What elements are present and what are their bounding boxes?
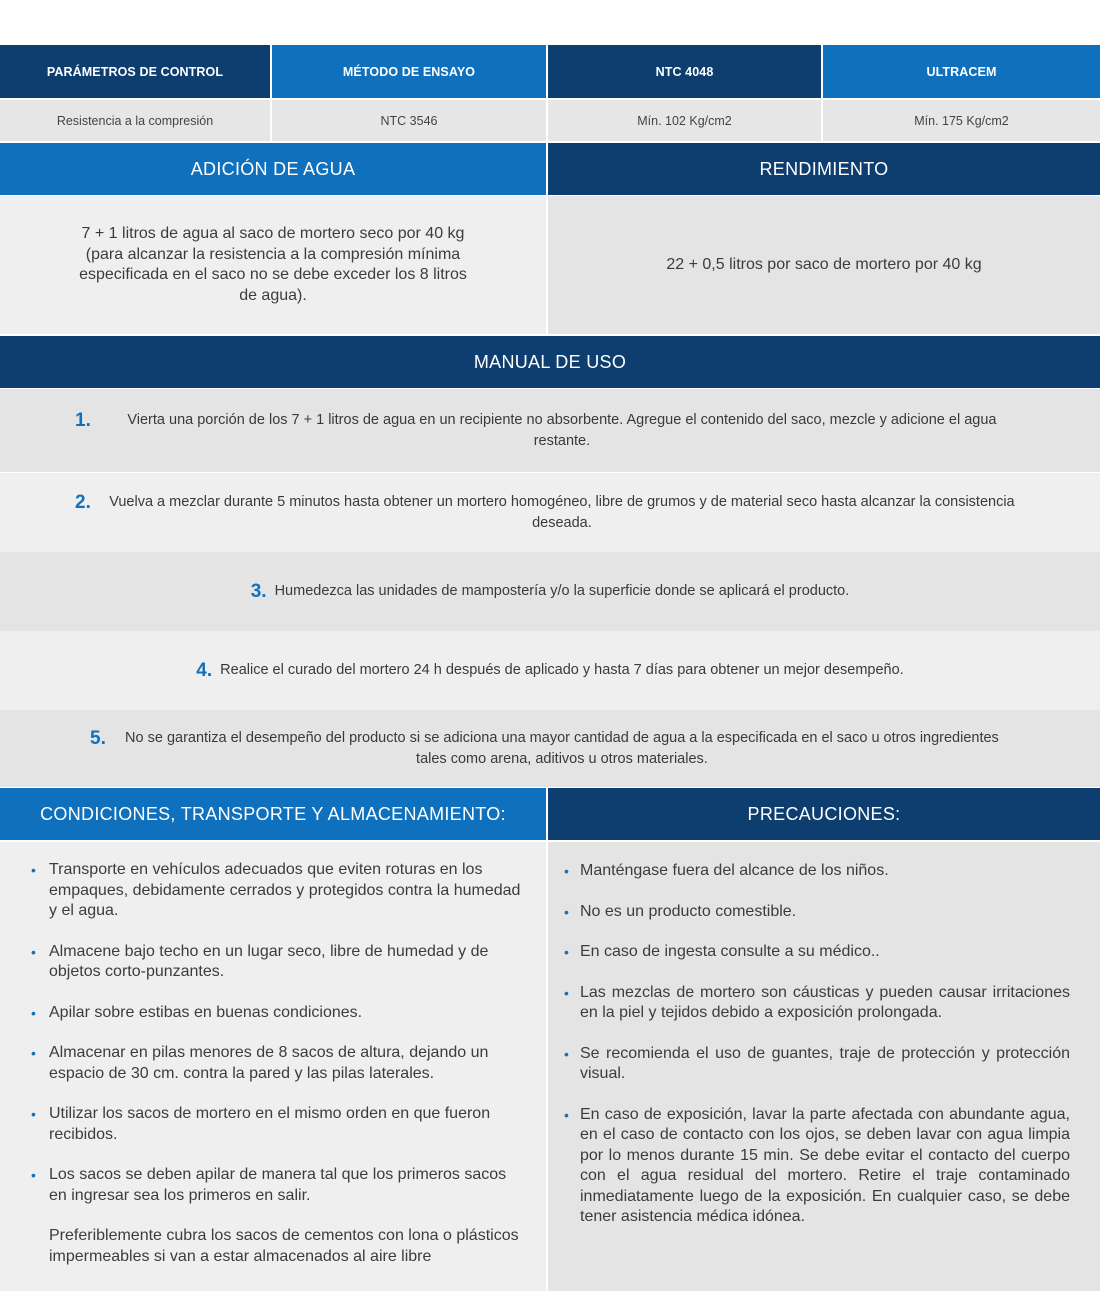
list-item: • Utilizar los sacos de mortero en el mismo orden en que fueron recibidos.: [29, 1104, 522, 1145]
manual-step-5: [0, 710, 1100, 787]
list-item: • No es un producto comestible.: [562, 902, 1070, 923]
water-section-body: [0, 196, 546, 334]
step-text: Vierta una porción de los 7 + 1 litros de agua en un recipiente no absorbente. Agregue el contenido del saco, mezcle y adicione el agua restante.: [127, 411, 997, 449]
precautions-section-body: [548, 842, 1100, 1291]
cell-metodo: [272, 100, 546, 141]
list-item: • Se recomienda el uso de guantes, traje de protección y protección visual.: [562, 1044, 1070, 1085]
step-number: 2.: [75, 491, 91, 513]
manual-step-2: [0, 473, 1100, 552]
list-item: • Apilar sobre estibas en buenas condiciones.: [29, 1003, 522, 1024]
cell-text: NTC 3546: [380, 113, 438, 128]
list-item: • Almacene bajo techo en un lugar seco, libre de humedad y de objetos corto-punzantes.: [29, 942, 522, 983]
header-label: NTC 4048: [655, 64, 714, 79]
header-metodo: [272, 45, 546, 98]
section-title-text: CONDICIONES, TRANSPORTE Y ALMACENAMIENTO:: [40, 803, 506, 824]
step-number: 4.: [196, 659, 213, 681]
cell-text: Resistencia a la compresión: [56, 113, 214, 128]
list-item: • En caso de exposición, lavar la parte afectada con abundante agua, en el caso de contacto con los ojos, se deben lavar con agua limpia por lo menos durante 15 min. Se debe evitar el contacto del cuerpo con el agua residual del mortero. Retire el traje contaminado inmediatamente luego de la exposición. En cualquier caso, se debe tener asistencia médica idónea.: [562, 1105, 1070, 1228]
step-text: Vuelva a mezclar durante 5 minutos hasta obtener un mortero homogéneo, libre de grumos y de material seco hasta alcanzar la consistencia deseada.: [109, 493, 1015, 531]
cell-text: Mín. 175 Kg/cm2: [914, 113, 1009, 128]
header-label: PARÁMETROS DE CONTROL: [46, 64, 224, 79]
list-item: • Manténgase fuera del alcance de los niños.: [562, 861, 1070, 882]
list-item: • En caso de ingesta consulte a su médico..: [562, 942, 1070, 963]
header-parametros: [0, 45, 270, 98]
step-text: Realice el curado del mortero 24 h después de aplicado y hasta 7 días para obtener un mejor desempeño.: [220, 662, 904, 678]
storage-section-title: [0, 788, 546, 840]
header-ultracem: [823, 45, 1100, 98]
yield-section-body: [548, 196, 1100, 334]
step-number: 5.: [90, 727, 106, 749]
section-title-text: MANUAL DE USO: [473, 351, 627, 372]
manual-step-4: [0, 631, 1100, 710]
list-item: • Almacenar en pilas menores de 8 sacos de altura, dejando un espacio de 30 cm. contra la pared y las pilas laterales.: [29, 1043, 522, 1084]
step-number: 1.: [75, 409, 91, 431]
precautions-section-title: [548, 788, 1100, 840]
header-label: MÉTODO DE ENSAYO: [342, 64, 476, 79]
header-ntc4048: [548, 45, 821, 98]
manual-step-1: [0, 389, 1100, 472]
section-title-text: RENDIMIENTO: [759, 158, 889, 179]
header-label: ULTRACEM: [926, 64, 997, 79]
water-text: 7 + 1 litros de agua al saco de mortero seco por 40 kg (para alcanzar la resistencia a la compresión mínima especificada en el saco no se debe exceder los 8 litros de agua).: [79, 225, 467, 304]
cell-parametro: [0, 100, 270, 141]
step-text: Humedezca las unidades de mampostería y/o la superficie donde se aplicará el producto.: [274, 583, 850, 599]
yield-text: 22 + 0,5 litros por saco de mortero por 40 kg: [666, 255, 982, 273]
storage-note: Preferiblemente cubra los sacos de cementos con lona o plásticos impermeables si van a estar almacenados al aire libre: [49, 1227, 519, 1265]
water-section-title: [0, 143, 546, 195]
cell-ultracem: [823, 100, 1100, 141]
manual-step-3: [0, 552, 1100, 631]
list-item: • Transporte en vehículos adecuados que eviten roturas en los empaques, debidamente cerrados y protegidos contra la humedad y el agua.: [29, 860, 522, 922]
storage-section-body: [0, 842, 546, 1291]
cell-ntc4048: [548, 100, 821, 141]
step-number: 3.: [250, 580, 267, 602]
section-title-text: PRECAUCIONES:: [747, 803, 901, 824]
section-title-text: ADICIÓN DE AGUA: [190, 158, 356, 179]
manual-section-title: [0, 336, 1100, 388]
yield-section-title: [548, 143, 1100, 195]
list-item: • Las mezclas de mortero son cáusticas y pueden causar irritaciones en la piel y tejidos debido a exposición prolongada.: [562, 983, 1070, 1024]
precautions-list: [562, 861, 1070, 1228]
list-item: • Los sacos se deben apilar de manera tal que los primeros sacos en ingresar sea los primeros en salir.: [29, 1165, 522, 1206]
step-text: No se garantiza el desempeño del producto si se adiciona una mayor cantidad de agua a la especificada en el saco u otros ingredientes tales como arena, aditivos u otros materiales.: [125, 729, 999, 767]
cell-text: Mín. 102 Kg/cm2: [637, 113, 732, 128]
storage-list: [29, 860, 522, 1206]
